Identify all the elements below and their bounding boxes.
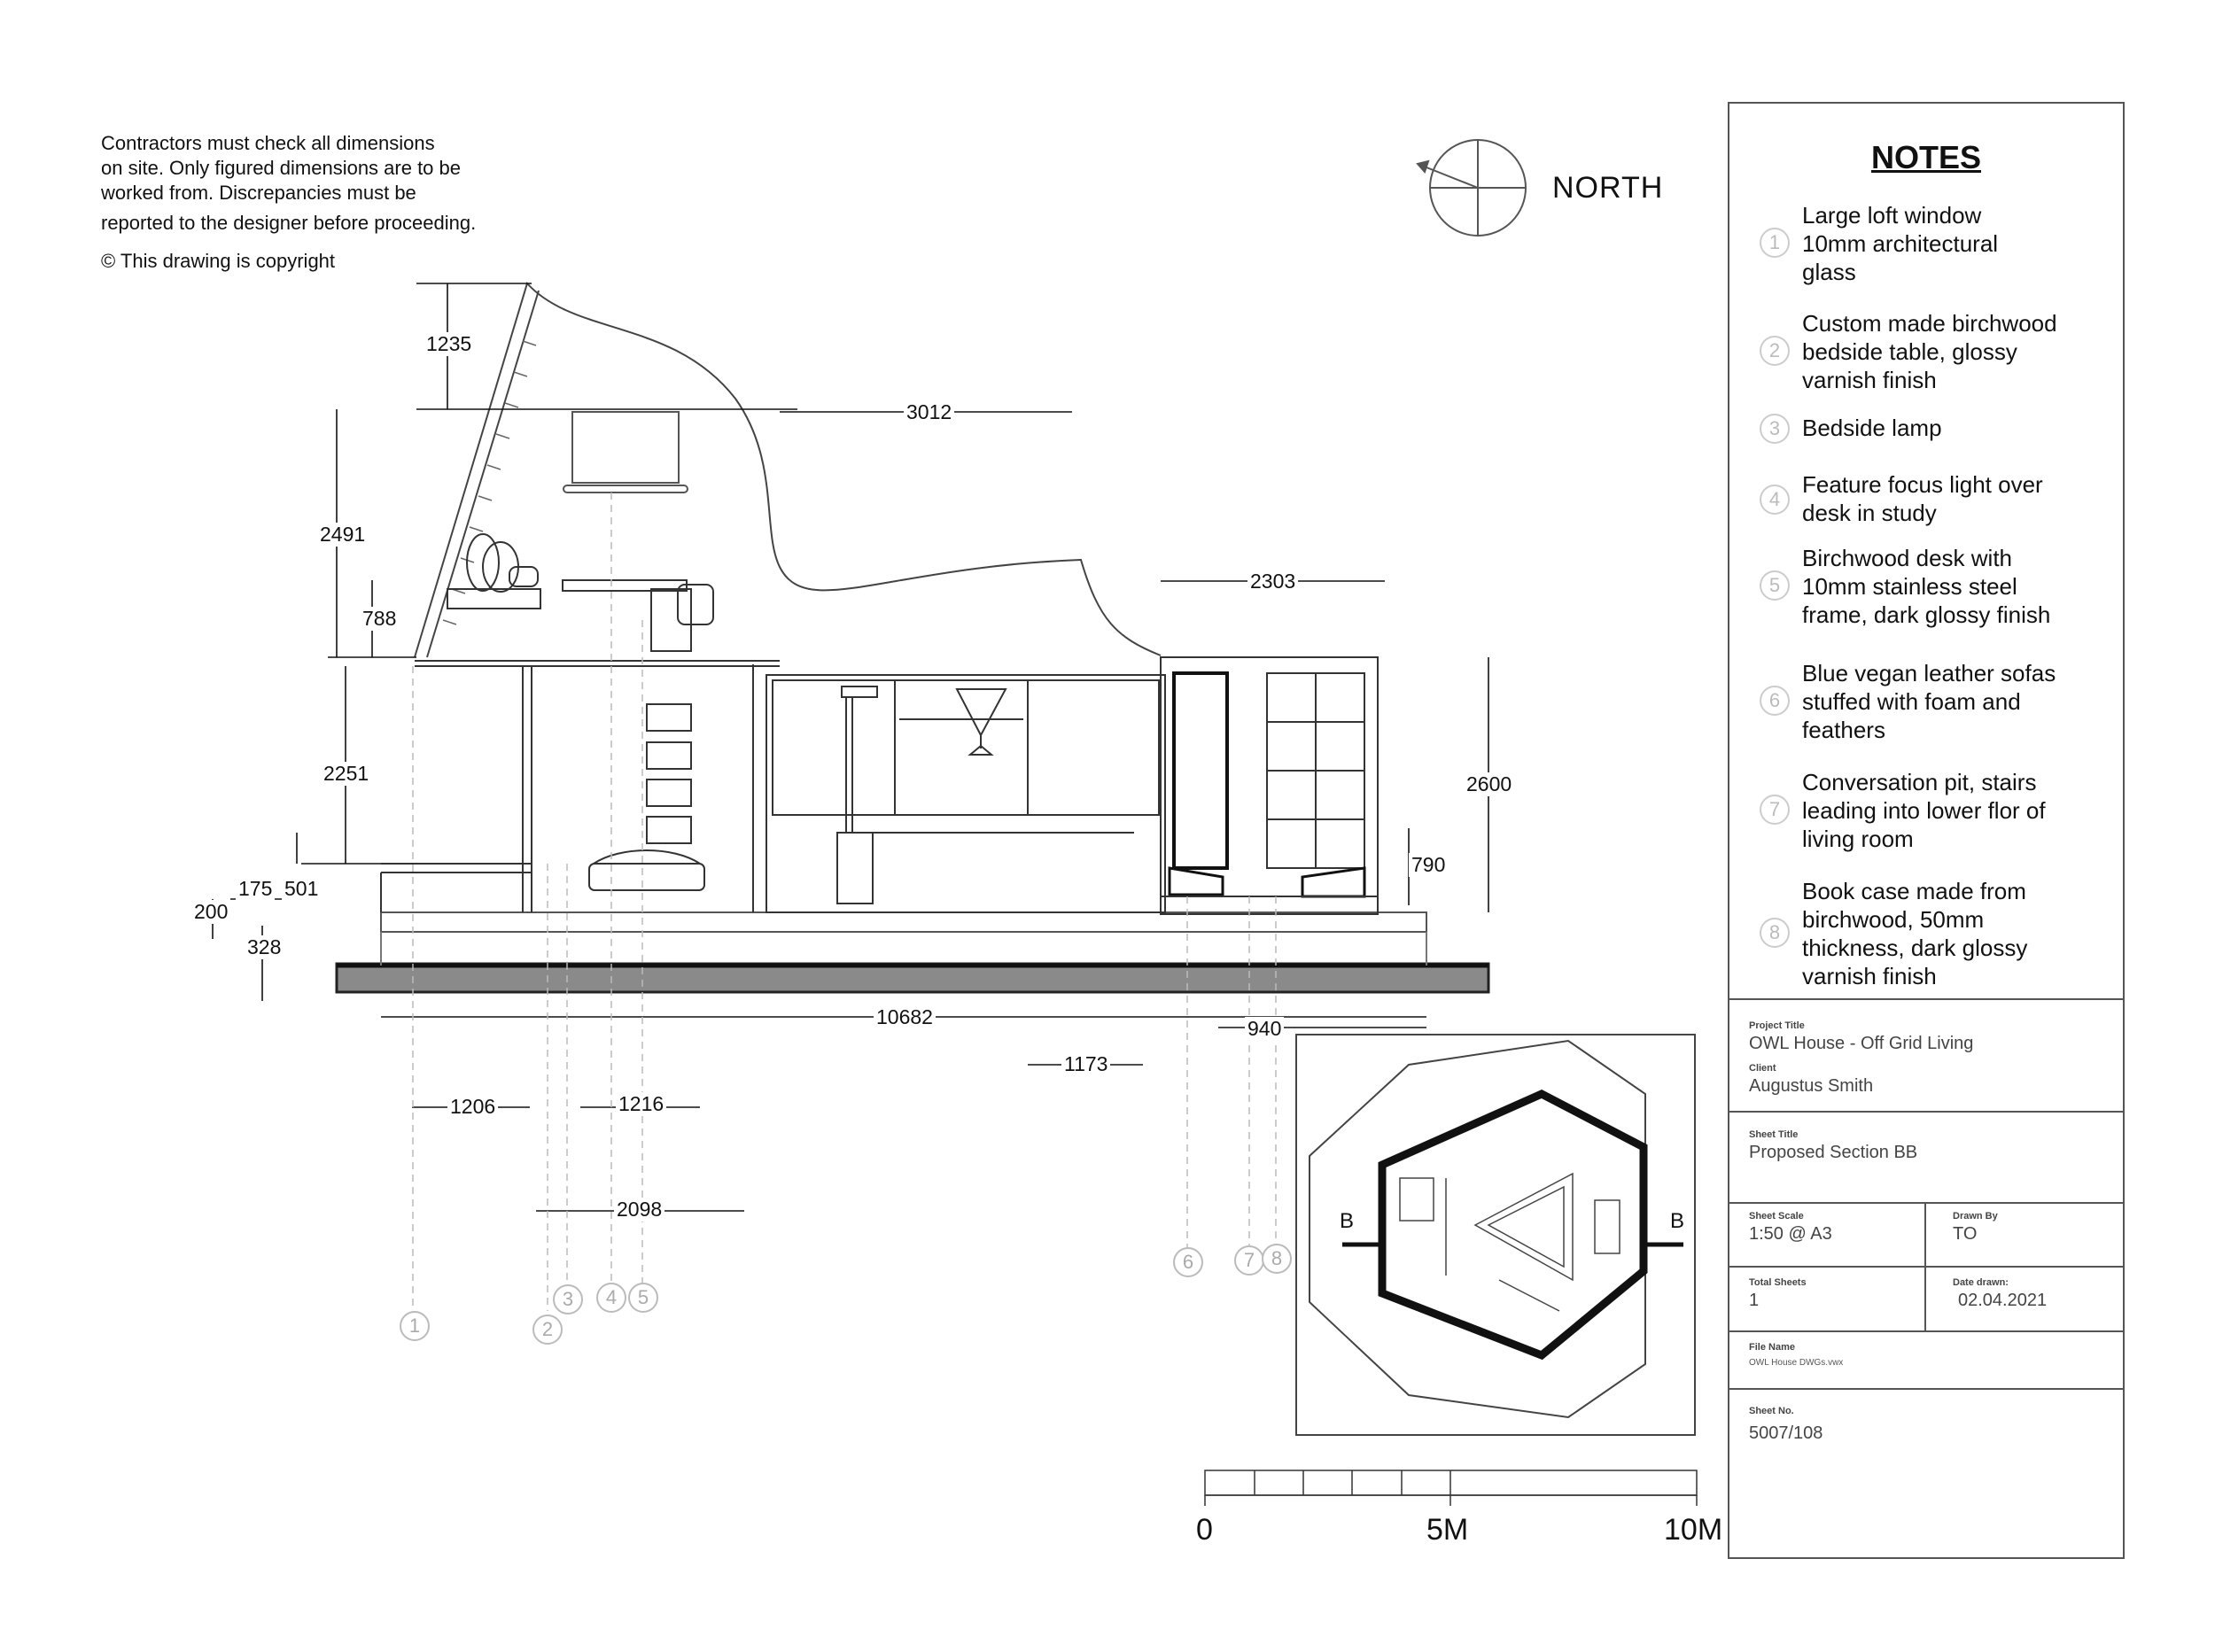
note-line: Large loft window <box>1802 202 1982 229</box>
disclaimer-line: Contractors must check all dimensions <box>101 132 435 154</box>
note-line: Custom made birchwood <box>1802 310 2057 337</box>
dimension-label: 1235 <box>424 332 474 356</box>
sheet-scale: 1:50 @ A3 <box>1749 1224 1832 1244</box>
drawn-by: TO <box>1953 1224 1978 1244</box>
dimension-label: 2098 <box>614 1198 664 1222</box>
note-line: Bedside lamp <box>1802 415 1942 441</box>
callout-2: 2 <box>532 1315 563 1345</box>
project-title-label: Project Title <box>1749 1020 1805 1031</box>
note-line: Book case made from <box>1802 878 2026 904</box>
note-number: 8 <box>1760 918 1790 948</box>
callout-8: 8 <box>1262 1244 1292 1274</box>
date-drawn: 02.04.2021 <box>1958 1291 2048 1310</box>
sheet-scale-label: Sheet Scale <box>1749 1211 1804 1222</box>
section-mark-left: B <box>1340 1209 1355 1233</box>
dimension-label: 790 <box>1409 853 1448 877</box>
callout-4: 4 <box>596 1283 626 1313</box>
client-name: Augustus Smith <box>1749 1076 1874 1096</box>
scale-label-mid: 5M <box>1426 1513 1469 1547</box>
note-line: varnish finish <box>1802 367 1937 393</box>
date-drawn-label: Date drawn: <box>1953 1277 2009 1288</box>
note-line: feathers <box>1802 717 1885 743</box>
note-line: thickness, dark glossy <box>1802 935 2028 961</box>
roof-profile <box>415 283 1161 657</box>
callout-6: 6 <box>1173 1247 1203 1277</box>
note-line: Conversation pit, stairs <box>1802 769 2037 795</box>
client-label: Client <box>1749 1063 1776 1074</box>
dimension-label: 1173 <box>1061 1052 1110 1076</box>
note-line: desk in study <box>1802 500 1937 526</box>
dimension-label: 10682 <box>874 1005 936 1029</box>
notes-title: NOTES <box>1870 139 1981 175</box>
total-sheets-label: Total Sheets <box>1749 1277 1807 1288</box>
note-line: Blue vegan leather sofas <box>1802 660 2056 686</box>
dimension-label: 940 <box>1245 1017 1284 1041</box>
note-line: living room <box>1802 826 1914 852</box>
project-title: OWL House - Off Grid Living <box>1749 1034 1974 1053</box>
note-number: 4 <box>1760 485 1790 515</box>
dimension-label: 3012 <box>904 400 954 424</box>
callout-7: 7 <box>1234 1245 1264 1276</box>
section-mark-right: B <box>1670 1209 1685 1233</box>
dimension-label: 2491 <box>317 523 368 547</box>
callout-1: 1 <box>400 1311 430 1341</box>
total-sheets: 1 <box>1749 1291 1760 1310</box>
file-name: OWL House DWGs.vwx <box>1749 1358 1844 1368</box>
ground-slab <box>337 964 1488 992</box>
note-line: stuffed with foam and <box>1802 688 2021 715</box>
north-label: NORTH <box>1552 171 1664 205</box>
contractor-disclaimer <box>101 131 526 236</box>
note-line: glass <box>1802 259 1856 285</box>
sheet-no-label: Sheet No. <box>1749 1406 1794 1416</box>
note-number: 2 <box>1760 336 1790 366</box>
dimension-label: 328 <box>245 935 284 959</box>
note-line: 10mm stainless steel <box>1802 573 2017 600</box>
dimension-label: 2600 <box>1464 772 1514 796</box>
dimension-label: 2303 <box>1247 570 1298 593</box>
note-line: bedside table, glossy <box>1802 338 2017 365</box>
note-line: Birchwood desk with <box>1802 545 2012 571</box>
note-number: 7 <box>1760 795 1790 825</box>
note-line: 10mm architectural <box>1802 230 1999 257</box>
note-number: 5 <box>1760 570 1790 601</box>
note-number: 1 <box>1760 228 1790 258</box>
copyright-notice: © This drawing is copyright <box>101 250 336 272</box>
note-line: frame, dark glossy finish <box>1802 601 2051 628</box>
disclaimer-line: worked from. Discrepancies must be <box>101 182 416 204</box>
dimension-label: 1216 <box>616 1092 666 1116</box>
file-name-label: File Name <box>1749 1342 1795 1353</box>
note-line: birchwood, 50mm <box>1802 906 1985 933</box>
scale-label-end: 10M <box>1664 1513 1723 1547</box>
title-block <box>1728 102 2125 1559</box>
disclaimer-line: on site. Only figured dimensions are to be <box>101 157 462 179</box>
floor-plan-inset <box>1296 1035 1695 1435</box>
dimension-label: 1206 <box>447 1095 498 1119</box>
note-line: varnish finish <box>1802 963 1937 989</box>
dimension-label: 200 <box>191 900 230 924</box>
scale-label-zero: 0 <box>1196 1513 1213 1547</box>
note-number: 6 <box>1760 686 1790 716</box>
sheet-title: Proposed Section BB <box>1749 1143 1918 1162</box>
north-symbol <box>1418 140 1526 236</box>
drawn-by-label: Drawn By <box>1953 1211 1998 1222</box>
dimension-label: 2251 <box>321 762 371 786</box>
sheet-title-label: Sheet Title <box>1749 1129 1799 1140</box>
dimension-label: 501 <box>282 877 321 901</box>
note-line: leading into lower flor of <box>1802 797 2046 824</box>
dimension-label: 788 <box>360 607 399 631</box>
dimension-label: 175 <box>236 877 275 901</box>
callout-5: 5 <box>628 1283 658 1313</box>
scale-bar-graphic <box>1205 1470 1697 1506</box>
note-line: Feature focus light over <box>1802 471 2043 498</box>
disclaimer-line: reported to the designer before proceeding. <box>101 212 477 234</box>
sheet-number: 5007/108 <box>1749 1423 1823 1443</box>
callout-3: 3 <box>553 1284 583 1315</box>
note-number: 3 <box>1760 414 1790 444</box>
